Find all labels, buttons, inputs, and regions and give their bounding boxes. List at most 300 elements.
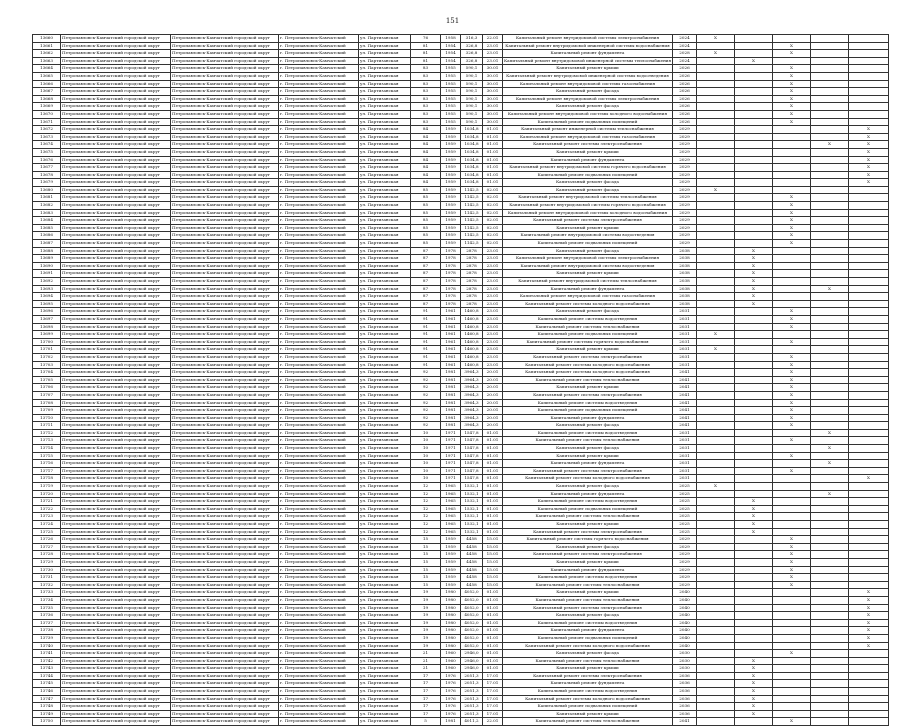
work-type-cell: Капитальный ремонт подвальных помещений: [503, 331, 673, 339]
year-cell: 1955: [441, 88, 461, 96]
row-number-cell: 13670: [33, 110, 61, 118]
date-cell: 17.01: [483, 672, 503, 680]
row-number-cell: 13700: [33, 338, 61, 346]
street-cell: ул. Партизанская: [359, 179, 411, 187]
mark-cell-3: X: [773, 240, 811, 248]
plan-year-cell: 2029: [673, 148, 697, 156]
street-cell: ул. Партизанская: [359, 278, 411, 286]
mark-cell-3: [773, 331, 811, 339]
mark-cell-5: [849, 338, 889, 346]
plan-year-cell: 2040: [673, 596, 697, 604]
municipality-cell: Петропавловск-Камчатский городской округ: [61, 665, 171, 673]
mark-cell-3: X: [773, 452, 811, 460]
mark-cell-4: [811, 209, 849, 217]
date-cell: 01.01: [483, 604, 503, 612]
mark-cell-3: X: [773, 650, 811, 658]
year-cell: 1980: [441, 627, 461, 635]
year-cell: 1978: [441, 293, 461, 301]
house-number-cell: 85: [411, 186, 441, 194]
mark-cell-1: [697, 566, 735, 574]
mark-cell-3: [773, 513, 811, 521]
table-row: [33, 551, 889, 559]
table-row: [33, 650, 889, 658]
mark-cell-4: [811, 315, 849, 323]
area-cell: 2878: [461, 262, 483, 270]
mark-cell-5: X: [849, 164, 889, 172]
mark-cell-1: [697, 255, 735, 263]
row-number-cell: 13717: [33, 467, 61, 475]
mark-cell-2: [735, 50, 773, 58]
date-cell: 01.01: [483, 528, 503, 536]
street-cell: ул. Партизанская: [359, 642, 411, 650]
house-number-cell: 91: [411, 346, 441, 354]
mark-cell-2: X: [735, 695, 773, 703]
date-cell: 22.01: [483, 718, 503, 726]
table-row: [33, 338, 889, 346]
mark-cell-2: X: [735, 270, 773, 278]
mark-cell-2: X: [735, 285, 773, 293]
street-cell: ул. Партизанская: [359, 422, 411, 430]
row-number-cell: 13730: [33, 566, 61, 574]
settlement-cell: Петропавловск-Камчатский городской округ: [171, 247, 279, 255]
municipality-cell: Петропавловск-Камчатский городской округ: [61, 581, 171, 589]
mark-cell-2: [735, 718, 773, 726]
mark-cell-1: [697, 460, 735, 468]
mark-cell-2: [735, 224, 773, 232]
plan-year-cell: 2031: [673, 445, 697, 453]
plan-year-cell: 2031: [673, 331, 697, 339]
date-cell: 30.01: [483, 80, 503, 88]
row-number-cell: 13687: [33, 240, 61, 248]
mark-cell-2: [735, 361, 773, 369]
settlement-cell: Петропавловск-Камчатский городской округ: [171, 300, 279, 308]
table-row: [33, 467, 889, 475]
mark-cell-5: [849, 369, 889, 377]
row-number-cell: 13727: [33, 543, 61, 551]
year-cell: 1976: [441, 680, 461, 688]
mark-cell-2: X: [735, 680, 773, 688]
work-type-cell: Капитальный ремонт крыши: [503, 710, 673, 718]
settlement-cell: Петропавловск-Камчатский городской округ: [171, 574, 279, 582]
locality-cell: г. Петропавловск-Камчатский: [279, 376, 359, 384]
area-cell: 1460,8: [461, 315, 483, 323]
settlement-cell: Петропавловск-Камчатский городской округ: [171, 619, 279, 627]
street-cell: ул. Партизанская: [359, 194, 411, 202]
year-cell: 1959: [441, 148, 461, 156]
mark-cell-4: [811, 513, 849, 521]
municipality-cell: Петропавловск-Камчатский городской округ: [61, 80, 171, 88]
mark-cell-3: X: [773, 232, 811, 240]
table-row: [33, 596, 889, 604]
mark-cell-5: [849, 558, 889, 566]
date-cell: 23.01: [483, 278, 503, 286]
mark-cell-3: X: [773, 217, 811, 225]
area-cell: 4458: [461, 566, 483, 574]
street-cell: ул. Партизанская: [359, 141, 411, 149]
mark-cell-2: [735, 566, 773, 574]
mark-cell-2: X: [735, 688, 773, 696]
street-cell: ул. Партизанская: [359, 247, 411, 255]
area-cell: 4052,0: [461, 604, 483, 612]
area-cell: 590,1: [461, 65, 483, 73]
mark-cell-5: X: [849, 179, 889, 187]
year-cell: 1959: [441, 217, 461, 225]
work-type-cell: Капитальный ремонт внутридомовой системы теплоснабжения: [503, 194, 673, 202]
row-number-cell: 13737: [33, 619, 61, 627]
mark-cell-4: [811, 680, 849, 688]
street-cell: ул. Партизанская: [359, 391, 411, 399]
area-cell: 1532,1: [461, 521, 483, 529]
municipality-cell: Петропавловск-Камчатский городской округ: [61, 513, 171, 521]
mark-cell-5: [849, 422, 889, 430]
table-row: [33, 262, 889, 270]
table-row: [33, 88, 889, 96]
municipality-cell: Петропавловск-Камчатский городской округ: [61, 278, 171, 286]
street-cell: ул. Партизанская: [359, 452, 411, 460]
plan-year-cell: 2031: [673, 429, 697, 437]
locality-cell: г. Петропавловск-Камчатский: [279, 262, 359, 270]
table-row: [33, 680, 889, 688]
row-number-cell: 13666: [33, 80, 61, 88]
table-row: [33, 543, 889, 551]
mark-cell-2: [735, 110, 773, 118]
table-row: [33, 346, 889, 354]
municipality-cell: Петропавловск-Камчатский городской округ: [61, 361, 171, 369]
mark-cell-4: [811, 376, 849, 384]
house-number-cell: 91: [411, 315, 441, 323]
municipality-cell: Петропавловск-Камчатский городской округ: [61, 528, 171, 536]
mark-cell-5: [849, 710, 889, 718]
date-cell: 01.01: [483, 619, 503, 627]
municipality-cell: Петропавловск-Камчатский городской округ: [61, 35, 171, 43]
mark-cell-1: [697, 171, 735, 179]
mark-cell-3: X: [773, 376, 811, 384]
mark-cell-2: [735, 369, 773, 377]
mark-cell-3: [773, 460, 811, 468]
area-cell: 2878: [461, 270, 483, 278]
municipality-cell: Петропавловск-Камчатский городской округ: [61, 126, 171, 134]
area-cell: 1547,8: [461, 452, 483, 460]
mark-cell-2: [735, 604, 773, 612]
mark-cell-3: [773, 171, 811, 179]
street-cell: ул. Партизанская: [359, 612, 411, 620]
date-cell: 30.01: [483, 95, 503, 103]
row-number-cell: 13714: [33, 445, 61, 453]
year-cell: 1959: [441, 179, 461, 187]
mark-cell-1: [697, 452, 735, 460]
plan-year-cell: 2029: [673, 171, 697, 179]
work-type-cell: Капитальный ремонт системы электроснабжения: [503, 391, 673, 399]
date-cell: 02.01: [483, 217, 503, 225]
row-number-cell: 13673: [33, 133, 61, 141]
house-number-cell: 17: [411, 703, 441, 711]
mark-cell-5: X: [849, 156, 889, 164]
house-number-cell: 84: [411, 164, 441, 172]
locality-cell: г. Петропавловск-Камчатский: [279, 171, 359, 179]
street-cell: ул. Партизанская: [359, 171, 411, 179]
work-type-cell: Капитальный ремонт внутридомовой системы водоотведения: [503, 232, 673, 240]
house-number-cell: 84: [411, 141, 441, 149]
house-number-cell: 19: [411, 596, 441, 604]
locality-cell: г. Петропавловск-Камчатский: [279, 57, 359, 65]
mark-cell-4: [811, 72, 849, 80]
row-number-cell: 13679: [33, 179, 61, 187]
work-type-cell: Капитальный ремонт внутридомовой инженерной системы водоотведения: [503, 72, 673, 80]
mark-cell-3: [773, 270, 811, 278]
mark-cell-2: [735, 126, 773, 134]
mark-cell-4: [811, 224, 849, 232]
locality-cell: г. Петропавловск-Камчатский: [279, 596, 359, 604]
mark-cell-5: [849, 110, 889, 118]
year-cell: 1980: [441, 604, 461, 612]
locality-cell: г. Петропавловск-Камчатский: [279, 179, 359, 187]
area-cell: 4458: [461, 543, 483, 551]
mark-cell-2: X: [735, 703, 773, 711]
plan-year-cell: 2029: [673, 536, 697, 544]
locality-cell: г. Петропавловск-Камчатский: [279, 566, 359, 574]
work-type-cell: Капитальный ремонт подвальных помещений: [503, 634, 673, 642]
row-number-cell: 13747: [33, 695, 61, 703]
year-cell: 1981: [441, 718, 461, 726]
settlement-cell: Петропавловск-Камчатский городской округ: [171, 505, 279, 513]
work-type-cell: Капитальный ремонт внутридомовой системы теплоснабжения: [503, 278, 673, 286]
mark-cell-1: [697, 414, 735, 422]
plan-year-cell: 2024: [673, 57, 697, 65]
house-number-cell: 91: [411, 338, 441, 346]
area-cell: 590,1: [461, 80, 483, 88]
table-row: [33, 179, 889, 187]
municipality-cell: Петропавловск-Камчатский городской округ: [61, 42, 171, 50]
house-number-cell: 83: [411, 118, 441, 126]
work-type-cell: Капитальный ремонт системы холодного водоснабжения: [503, 475, 673, 483]
mark-cell-5: X: [849, 171, 889, 179]
table-row: [33, 35, 889, 43]
plan-year-cell: 2026: [673, 72, 697, 80]
house-number-cell: 17: [411, 672, 441, 680]
table-row: [33, 505, 889, 513]
work-type-cell: Капитальный ремонт фундамента: [503, 285, 673, 293]
mark-cell-3: [773, 695, 811, 703]
area-cell: 1532,1: [461, 498, 483, 506]
date-cell: 01.01: [483, 460, 503, 468]
house-number-cell: 92: [411, 369, 441, 377]
date-cell: 17.01: [483, 680, 503, 688]
table-row: [33, 528, 889, 536]
year-cell: 1965: [441, 490, 461, 498]
mark-cell-4: [811, 384, 849, 392]
area-cell: 1460,8: [461, 361, 483, 369]
area-cell: 3964,3: [461, 369, 483, 377]
mark-cell-3: X: [773, 384, 811, 392]
area-cell: 4052,0: [461, 627, 483, 635]
year-cell: 1961: [441, 338, 461, 346]
mark-cell-4: [811, 467, 849, 475]
settlement-cell: Петропавловск-Камчатский городской округ: [171, 467, 279, 475]
work-type-cell: Капитальный ремонт фасада: [503, 445, 673, 453]
mark-cell-5: [849, 278, 889, 286]
area-cell: 1460,8: [461, 323, 483, 331]
mark-cell-1: [697, 619, 735, 627]
mark-cell-3: X: [773, 422, 811, 430]
work-type-cell: Капитальный ремонт внутридомовой системы электроснабжения: [503, 35, 673, 43]
mark-cell-1: [697, 217, 735, 225]
locality-cell: г. Петропавловск-Камчатский: [279, 581, 359, 589]
year-cell: 1960: [441, 665, 461, 673]
mark-cell-2: [735, 308, 773, 316]
row-number-cell: 13705: [33, 376, 61, 384]
row-number-cell: 13677: [33, 164, 61, 172]
date-cell: 01.01: [483, 521, 503, 529]
settlement-cell: Петропавловск-Камчатский городской округ: [171, 255, 279, 263]
street-cell: ул. Партизанская: [359, 498, 411, 506]
year-cell: 1980: [441, 596, 461, 604]
locality-cell: г. Петропавловск-Камчатский: [279, 308, 359, 316]
mark-cell-5: [849, 566, 889, 574]
municipality-cell: Петропавловск-Камчатский городской округ: [61, 452, 171, 460]
mark-cell-4: [811, 240, 849, 248]
mark-cell-5: [849, 217, 889, 225]
row-number-cell: 13671: [33, 118, 61, 126]
settlement-cell: Петропавловск-Камчатский городской округ: [171, 657, 279, 665]
mark-cell-3: X: [773, 551, 811, 559]
row-number-cell: 13739: [33, 634, 61, 642]
area-cell: 1034,8: [461, 156, 483, 164]
work-type-cell: Капитальный ремонт системы горячего водоснабжения: [503, 536, 673, 544]
mark-cell-1: [697, 202, 735, 210]
municipality-cell: Петропавловск-Камчатский городской округ: [61, 353, 171, 361]
house-number-cell: 84: [411, 171, 441, 179]
date-cell: 01.01: [483, 498, 503, 506]
mark-cell-4: [811, 278, 849, 286]
locality-cell: г. Петропавловск-Камчатский: [279, 80, 359, 88]
plan-year-cell: 2029: [673, 133, 697, 141]
mark-cell-3: [773, 483, 811, 491]
date-cell: 01.01: [483, 133, 503, 141]
mark-cell-1: [697, 285, 735, 293]
street-cell: ул. Партизанская: [359, 634, 411, 642]
year-cell: 1981: [441, 384, 461, 392]
mark-cell-4: [811, 688, 849, 696]
mark-cell-1: [697, 323, 735, 331]
house-number-cell: 87: [411, 300, 441, 308]
mark-cell-2: X: [735, 521, 773, 529]
mark-cell-3: [773, 293, 811, 301]
row-number-cell: 13738: [33, 627, 61, 635]
street-cell: ул. Партизанская: [359, 65, 411, 73]
mark-cell-3: [773, 141, 811, 149]
street-cell: ул. Партизанская: [359, 35, 411, 43]
work-type-cell: Капитальный ремонт подвальных помещений: [503, 505, 673, 513]
year-cell: 1959: [441, 164, 461, 172]
mark-cell-4: X: [811, 445, 849, 453]
plan-year-cell: 2029: [673, 558, 697, 566]
work-type-cell: Капитальный ремонт фасада: [503, 186, 673, 194]
year-cell: 1976: [441, 672, 461, 680]
locality-cell: г. Петропавловск-Камчатский: [279, 672, 359, 680]
plan-year-cell: 2041: [673, 422, 697, 430]
mark-cell-3: X: [773, 536, 811, 544]
locality-cell: г. Петропавловск-Камчатский: [279, 72, 359, 80]
mark-cell-2: X: [735, 672, 773, 680]
year-cell: 1958: [441, 35, 461, 43]
mark-cell-3: [773, 710, 811, 718]
mark-cell-5: [849, 452, 889, 460]
locality-cell: г. Петропавловск-Камчатский: [279, 429, 359, 437]
mark-cell-4: [811, 361, 849, 369]
table-row: [33, 399, 889, 407]
locality-cell: г. Петропавловск-Камчатский: [279, 224, 359, 232]
date-cell: 20.01: [483, 391, 503, 399]
date-cell: 01.01: [483, 657, 503, 665]
row-number-cell: 13718: [33, 475, 61, 483]
table-row: [33, 217, 889, 225]
locality-cell: г. Петропавловск-Камчатский: [279, 574, 359, 582]
date-cell: 23.01: [483, 323, 503, 331]
mark-cell-3: X: [773, 574, 811, 582]
municipality-cell: Петропавловск-Камчатский городской округ: [61, 498, 171, 506]
mark-cell-2: X: [735, 528, 773, 536]
row-number-cell: 13732: [33, 581, 61, 589]
mark-cell-5: [849, 262, 889, 270]
settlement-cell: Петропавловск-Камчатский городской округ: [171, 528, 279, 536]
year-cell: 1961: [441, 353, 461, 361]
area-cell: 4458: [461, 574, 483, 582]
mark-cell-1: [697, 315, 735, 323]
table-row: [33, 331, 889, 339]
settlement-cell: Петропавловск-Камчатский городской округ: [171, 391, 279, 399]
mark-cell-2: [735, 240, 773, 248]
year-cell: 1959: [441, 133, 461, 141]
table-row: [33, 536, 889, 544]
row-number-cell: 13711: [33, 422, 61, 430]
mark-cell-5: [849, 445, 889, 453]
work-type-cell: Капитальный ремонт крыши: [503, 148, 673, 156]
date-cell: 20.01: [483, 407, 503, 415]
plan-year-cell: 2025: [673, 498, 697, 506]
street-cell: ул. Партизанская: [359, 665, 411, 673]
area-cell: 1142,5: [461, 194, 483, 202]
mark-cell-3: X: [773, 437, 811, 445]
area-cell: 2878: [461, 278, 483, 286]
plan-year-cell: 2041: [673, 391, 697, 399]
date-cell: 17.01: [483, 710, 503, 718]
row-number-cell: 13748: [33, 703, 61, 711]
settlement-cell: Петропавловск-Камчатский городской округ: [171, 703, 279, 711]
settlement-cell: Петропавловск-Камчатский городской округ: [171, 688, 279, 696]
table-row: [33, 361, 889, 369]
row-number-cell: 13741: [33, 650, 61, 658]
mark-cell-4: [811, 528, 849, 536]
year-cell: 1959: [441, 202, 461, 210]
settlement-cell: Петропавловск-Камчатский городской округ: [171, 88, 279, 96]
row-number-cell: 13681: [33, 194, 61, 202]
plan-year-cell: 2031: [673, 467, 697, 475]
row-number-cell: 13693: [33, 285, 61, 293]
house-number-cell: 92: [411, 399, 441, 407]
date-cell: 17.01: [483, 688, 503, 696]
year-cell: 1981: [441, 376, 461, 384]
mark-cell-3: [773, 596, 811, 604]
mark-cell-3: [773, 247, 811, 255]
row-number-cell: 13664: [33, 65, 61, 73]
mark-cell-1: [697, 558, 735, 566]
area-cell: 1460,8: [461, 308, 483, 316]
locality-cell: г. Петропавловск-Камчатский: [279, 657, 359, 665]
area-cell: 2878: [461, 247, 483, 255]
date-cell: 23.01: [483, 255, 503, 263]
street-cell: ул. Партизанская: [359, 346, 411, 354]
mark-cell-4: [811, 338, 849, 346]
